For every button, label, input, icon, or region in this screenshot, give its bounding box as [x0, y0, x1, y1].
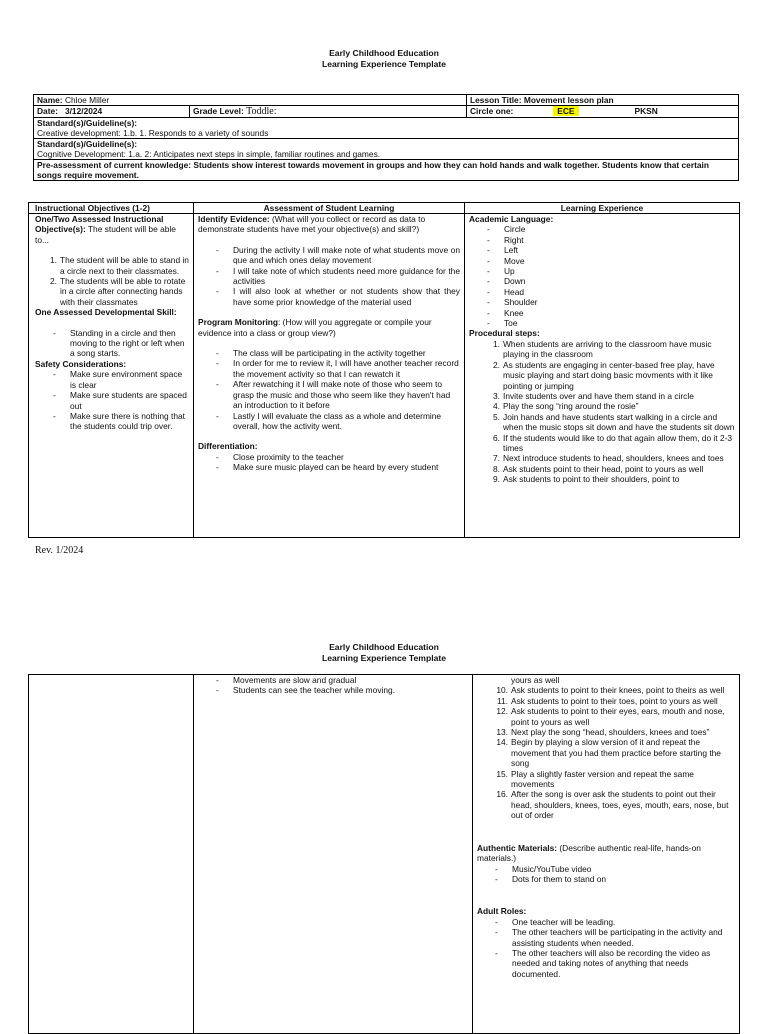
list-item: - In order for me to review it, I will have another teacher record the movement activity so that I can rewatch it: [216, 358, 460, 379]
objectives-list: [35, 255, 189, 307]
list-item: 6. If the students would like to do that again allow them, do it 2-3 times: [493, 432, 733, 453]
list-item: - Movements are slow and gradual: [216, 675, 468, 685]
list-item: 9. Ask students to point to their shoulders, point to: [493, 474, 680, 485]
list-item: - Make sure music played can be heard by every student: [216, 462, 460, 472]
list-item: - The class will be participating in the activity together: [216, 348, 460, 358]
doc-subtitle: Learning Experience Template: [321, 59, 446, 69]
differentiation-list: [198, 452, 460, 473]
adult-roles-heading: Adult Roles:: [477, 906, 527, 917]
list-item: - Shoulder: [487, 297, 735, 307]
list-item: - I will also look at whether or not students show that they have some prior knowledge of the material used: [216, 286, 460, 307]
list-item: - Knee: [487, 308, 735, 318]
name-cell: Name: Chloe Miller: [34, 95, 467, 106]
list-item: 3. Invite students over and have them stand in a circle: [493, 390, 694, 401]
safety-list: [35, 369, 189, 431]
list-item: 5. Join hands and have students start walking in a circle and when the music stops sit down and have the students sit down: [493, 411, 735, 433]
list-item: - After rewatching it I will make note of those who seem to grasp the music and those who seem like they haven't had an introduction to it before: [216, 379, 460, 410]
differentiation-heading: Differentiation:: [198, 441, 258, 452]
list-item: 8. Ask students point to their head, point to yours as well: [493, 463, 704, 474]
list-item: - Head: [487, 287, 735, 297]
preassessment-cell: Pre-assessment of current knowledge: Students show interest towards movement in groups and how they can hold hands and walk together. Students know that certain songs require movement.: [34, 160, 739, 181]
list-item: 14. Begin by playing a slow version of it and repeat the movement that you had them practice before starting the song: [496, 737, 721, 769]
header-table: [33, 94, 739, 181]
materials-heading: Authentic Materials:: [477, 842, 558, 853]
list-item: - One teacher will be leading.: [495, 917, 735, 927]
list-item: - Right: [487, 235, 735, 245]
list-item: - Circle: [487, 224, 735, 234]
doc-subtitle-page2: Learning Experience Template: [321, 653, 446, 663]
ece-highlight: ECE: [553, 106, 578, 116]
list-item: 10. Ask students to point to their knees, point to theirs as well: [496, 685, 725, 696]
list-item: 16. After the song is over ask the students to point out their head, shoulders, knees, toes, eyes, mouth, ears, nose, but out of order: [496, 789, 729, 821]
list-item: - Left: [487, 245, 735, 255]
safety-heading: Safety Considerations:: [35, 358, 127, 369]
list-item: yours as well: [511, 675, 560, 685]
adult-roles-list: [477, 917, 735, 979]
list-item: 2. The students will be able to rotate in a circle after connecting hands with their classmates: [50, 276, 186, 307]
circle-one-cell: Circle one: ECE PKSN: [467, 106, 739, 118]
procedural-heading: Procedural steps:: [469, 328, 540, 339]
list-item: - Make sure students are spaced out: [53, 390, 189, 411]
list-item: 1. The student will be able to stand in a circle next to their classmates.: [50, 255, 189, 276]
doc-title-page2: Early Childhood Education: [329, 642, 439, 652]
list-item: - Music/YouTube video: [495, 864, 735, 874]
list-item: - The other teachers will also be recording the video as needed and taking notes of anything that needs documented.: [495, 948, 735, 979]
list-item: - Standing in a circle and then moving to the right or left when a song starts.: [53, 328, 189, 359]
list-item: - Close proximity to the teacher: [216, 452, 460, 462]
differentiation-list-cont: [198, 675, 468, 696]
col-assessment-header: Assessment of Student Learning: [194, 203, 465, 214]
list-item: - I will take note of which students need more guidance for the activities: [216, 266, 460, 287]
list-item: - The other teachers will be participating in the activity and assisting students when needed.: [495, 927, 735, 948]
monitoring-list: [198, 348, 460, 431]
revision-note: Rev. 1/2024: [35, 545, 84, 556]
procedural-list-cont: [477, 675, 735, 821]
list-item: 1. When students are arriving to the classroom have music playing in the classroom: [493, 338, 712, 360]
list-item: - Make sure there is nothing that the students could trip over.: [53, 411, 189, 432]
list-item: 2. As students are engaging in center-based free play, have music playing and start doing basic movments with it like pointing or jumping: [493, 359, 715, 391]
evidence-list: [198, 245, 460, 307]
list-item: - Down: [487, 276, 735, 286]
plan-table-page1: [28, 202, 740, 538]
list-item: 7. Next introduce students to head, shoulders, knees and toes: [493, 453, 724, 464]
list-item: - Dots for them to stand on: [495, 874, 735, 884]
list-item: 12. Ask students to point to their eyes, ears, mouth and nose, point to yours as well: [496, 706, 725, 727]
list-item: 11. Ask students to point to their toes, point to yours as well: [496, 695, 718, 706]
doc-title: Early Childhood Education: [329, 48, 439, 58]
list-item: - Move: [487, 256, 735, 266]
list-item: 13. Next play the song “head, shoulders, knees and toes”: [496, 727, 710, 738]
materials-list: [477, 864, 735, 885]
learning-cell: [465, 214, 740, 538]
col-learning-header: Learning Experience: [465, 203, 740, 214]
list-item: 15. Play a slightly faster version and repeat the same movements: [496, 768, 694, 790]
learning-cell-page2: yours as well 10. Ask students to point to their knees, point to theirs as well 11. Ask students to point to their toes, point to yours as well 12. Ask students to point to their eyes, ears, mouth and nose, point to yours as well 13. Next play the song “head, shoulders, knees and toes” 14. Begin by playing a slow version of it and repeat the movement that you had them practice before starting the song 15. Play a slightly faster version and repeat the same movements 16. After the song is over ask the students to point out their head, shoulders, knees, toes, eyes, mouth, ears, nose, but out of order Authentic Materials: (Describe authentic real-life, hands-on materials.) - Music/YouTube video - Dots for them to stand on Adult Roles: - One teacher will be leading. - The other teachers will be participating in the activity and assisting students when needed. - The other teachers will also be recording the video as needed and taking notes of anything that needs documented.: [473, 675, 740, 1034]
lesson-title-cell: Lesson Title: Movement lesson plan: [467, 95, 739, 106]
col-objectives-header: Instructional Objectives (1-2): [29, 203, 194, 214]
standard-1-cell: Standard(s)/Guideline(s): Creative development: 1.b. 1. Responds to a variety of sounds: [34, 118, 739, 139]
academic-language-heading: Academic Language:: [469, 214, 554, 224]
list-item: - Up: [487, 266, 735, 276]
list-item: - Lastly I will evaluate the class as a whole and determine overall, how the activity went.: [216, 411, 460, 432]
dev-skill-heading: One Assessed Developmental Skill:: [35, 307, 177, 318]
plan-table-page2: [28, 674, 740, 1034]
assessment-cell-page2: [194, 675, 473, 1034]
list-item: - Make sure environment space is clear: [53, 369, 189, 390]
date-cell: Date: 3/12/2024: [34, 106, 190, 118]
academic-language-list: [469, 224, 735, 328]
objectives-cell: One/Two Assessed Instructional Objective(s): The student will be able to... 1. The student will be able to stand in a circle next to their classmates. 2. The students will be able to rotate in a circle after connecting hands with their classmates One Assessed Developmental Skill: - Standing in a circle and then moving to the right or left when a song starts. Safety Considerations: - Make sure environment space is clear - Make sure students are spaced out - Make sure there is nothing that the students could trip over.: [29, 214, 194, 538]
assessment-cell: Identify Evidence: (What will you collect or record as data to demonstrate students have met your objective(s) and skill?) - During the activity I will make note of what students move on que and which ones delay movement - I will take note of which students need more guidance for the activities - I will also look at whether or not students show that they have some prior knowledge of the material used Program Monitoring: (How will you aggregate or compile your evidence into a class or group view?) - The class will be participating in the activity together - In order for me to review it, I will have another teacher record the movement activity so that I can rewatch it - After rewatching it I will make note of those who seem to grasp the music and those who seem like they haven't had an introduction to it before - Lastly I will evaluate the class as a whole and determine overall, how the activity went. Differentiation: - Close proximity to the teacher - Make sure music played can be heard by every student: [194, 214, 465, 538]
list-item: - Toe: [487, 318, 735, 328]
list-item: 4. Play the song “ring around the rosie”: [493, 401, 639, 412]
list-item: - Students can see the teacher while moving.: [216, 685, 468, 695]
dev-skill-list: [35, 328, 189, 359]
grade-level-cell: Grade Level: Toddle:: [190, 106, 467, 118]
list-item: - During the activity I will make note of what students move on que and which ones delay movement: [216, 245, 460, 266]
procedural-list: [469, 339, 735, 485]
standard-2-cell: Standard(s)/Guideline(s): Cognitive Development: 1.a. 2: Anticipates next steps in simple, familiar routines and games.: [34, 139, 739, 160]
objectives-cell-page2: [29, 675, 194, 1034]
